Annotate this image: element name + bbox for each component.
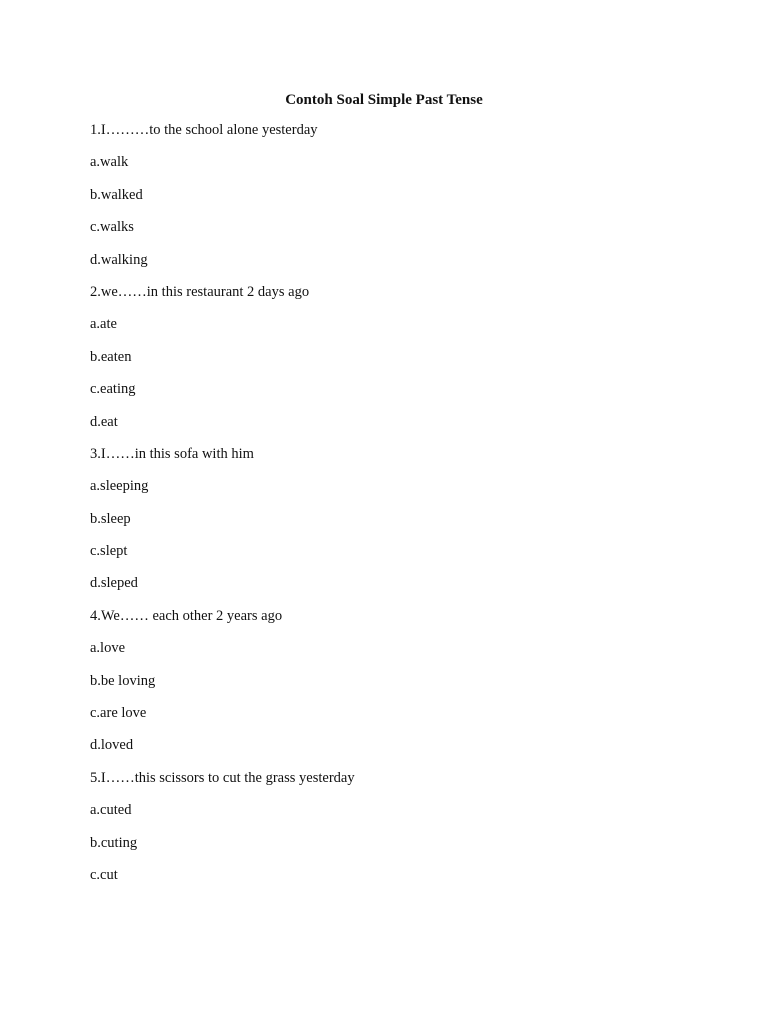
- answer-option: d.loved: [90, 737, 134, 754]
- answer-option: d.sleped: [90, 575, 138, 592]
- answer-option: b.walked: [90, 186, 143, 203]
- answer-option: d.walking: [90, 251, 148, 268]
- question-text: 3.I……in this sofa with him: [90, 445, 254, 462]
- question-text: 1.I………to the school alone yesterday: [90, 122, 318, 138]
- question-block: [90, 607, 710, 769]
- question-block: [90, 283, 710, 445]
- answer-option: a.ate: [90, 316, 117, 333]
- question-text: 5.I……this scissors to cut the grass yesterday: [90, 769, 355, 786]
- answer-option: d.eat: [90, 413, 118, 430]
- answer-option: a.walk: [90, 154, 129, 171]
- answer-option: b.eaten: [90, 348, 132, 365]
- answer-option: c.walks: [90, 219, 134, 236]
- answer-option: c.eating: [90, 381, 136, 398]
- question-text: 4.We…… each other 2 years ago: [90, 607, 283, 624]
- question-text: 2.we……in this restaurant 2 days ago: [90, 283, 310, 300]
- answer-option: a.love: [90, 640, 126, 657]
- document-title: Contoh Soal Simple Past Tense: [285, 92, 483, 108]
- question-list: [90, 121, 710, 898]
- answer-option: b.be loving: [90, 672, 156, 689]
- answer-option: b.cuting: [90, 834, 138, 851]
- answer-option: b.sleep: [90, 510, 131, 527]
- answer-option: c.are love: [90, 705, 147, 722]
- answer-option: a.cuted: [90, 802, 132, 819]
- question-block: [90, 445, 710, 607]
- question-block: [90, 769, 710, 899]
- answer-option: c.slept: [90, 543, 128, 560]
- question-block: [90, 121, 710, 283]
- answer-option: c.cut: [90, 866, 118, 883]
- answer-option: a.sleeping: [90, 478, 149, 495]
